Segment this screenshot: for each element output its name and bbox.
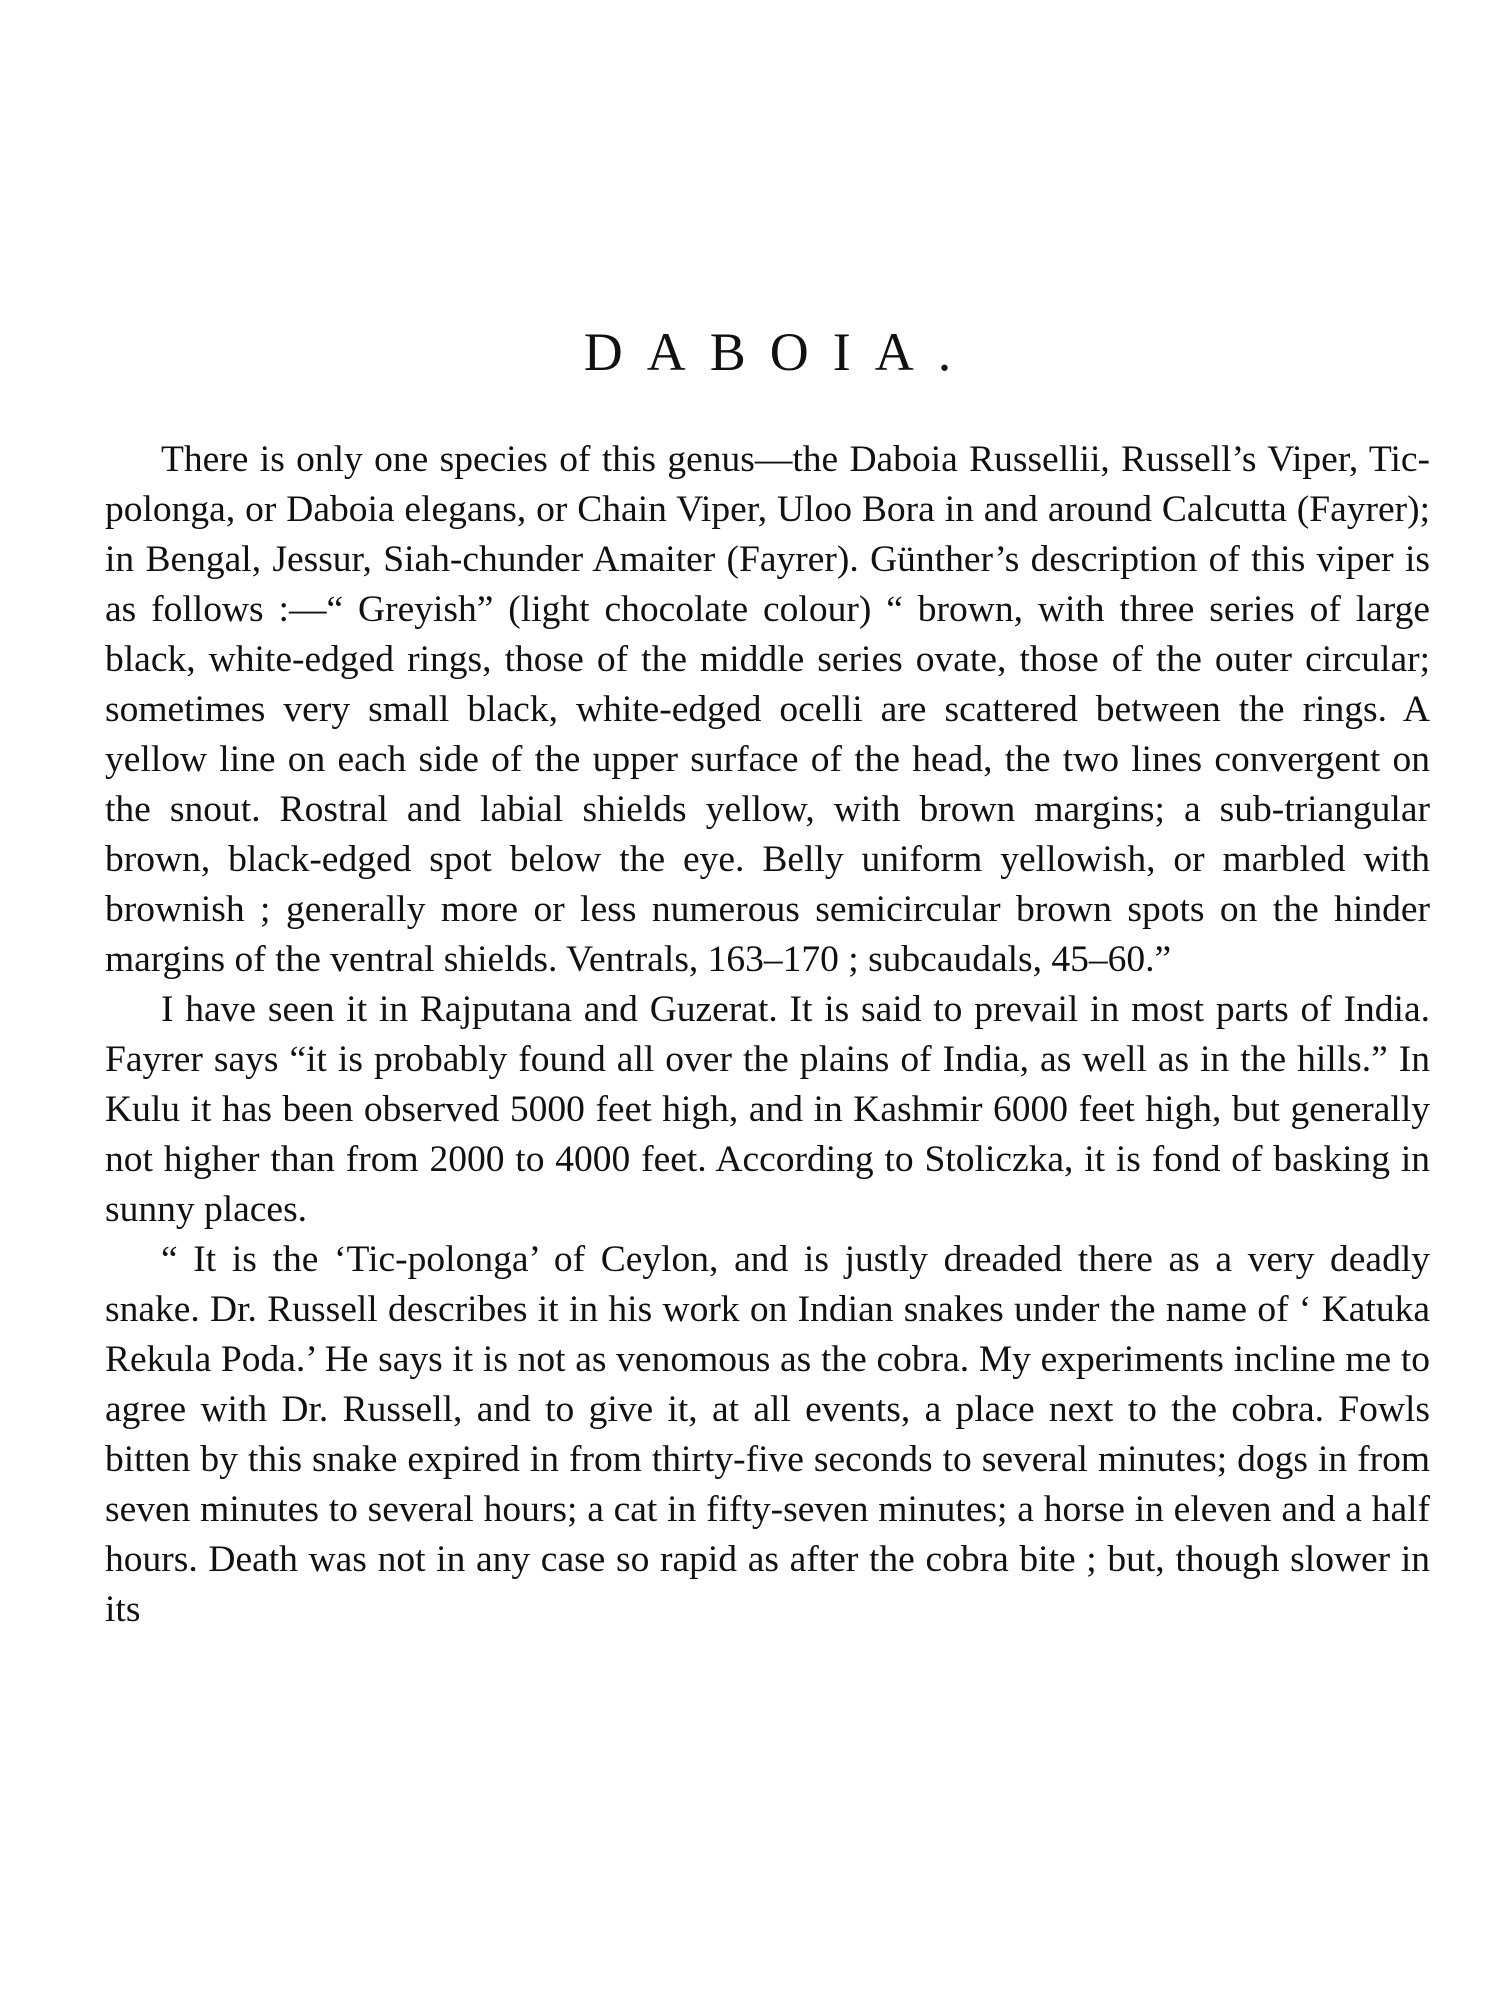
paragraph-species-description: There is only one species of this genus—the Daboia Russellii, Russell’s Viper, Tic-polonga, or Daboia elegans, or Chain Viper, Uloo Bora in and around Calcutta (Fayrer); in Bengal, Jessur, Siah-chunder Amaiter (Fayrer). Günther’s description of this viper is as follows :—“ Greyish” (light chocolate colour) “ brown, with three series of large black, white-edged rings, those of the middle series ovate, those of the outer circular; sometimes very small black, white-edged ocelli are scattered between the rings. A yellow line on each side of the upper surface of the head, the two lines convergent on the snout. Rostral and labial shields yellow, with brown margins; a sub-triangular brown, black-edged spot below the eye. Belly uniform yellowish, or marbled with brownish ; generally more or less numerous semicircular brown spots on the hinder margins of the ventral shields. Ventrals, 163–170 ; subcaudals, 45–60.” [105, 439, 1430, 980]
page-title: DABOIA. [583, 322, 976, 382]
paragraph-distribution: I have seen it in Rajputana and Guzerat. It is said to prevail in most parts of India. Fayrer says “it is probably found all over the plains of India, as well as in the hills.” In Kulu it has been observed 5000 feet high, and in Kashmir 6000 feet high, but generally not higher than from 2000 to 4000 feet. According to Stoliczka, it is fond of basking in sunny places. [105, 989, 1430, 1230]
paragraph-venom-quote: “ It is the ‘Tic-polonga’ of Ceylon, and is justly dreaded there as a very deadly snake. Dr. Russell describes it in his work on Indian snakes under the name of ‘ Katuka Rekula Poda.’ He says it is not as venomous as the cobra. My experiments incline me to agree with Dr. Russell, and to give it, at all events, a place next to the cobra. Fowls bitten by this snake expired in from thirty-five seconds to several minutes; dogs in from seven minutes to several hours; a cat in fifty-seven minutes; a horse in eleven and a half hours. Death was not in any case so rapid as after the cobra bite ; but, though slower in its [105, 1239, 1430, 1630]
book-page [105, 322, 1430, 1635]
